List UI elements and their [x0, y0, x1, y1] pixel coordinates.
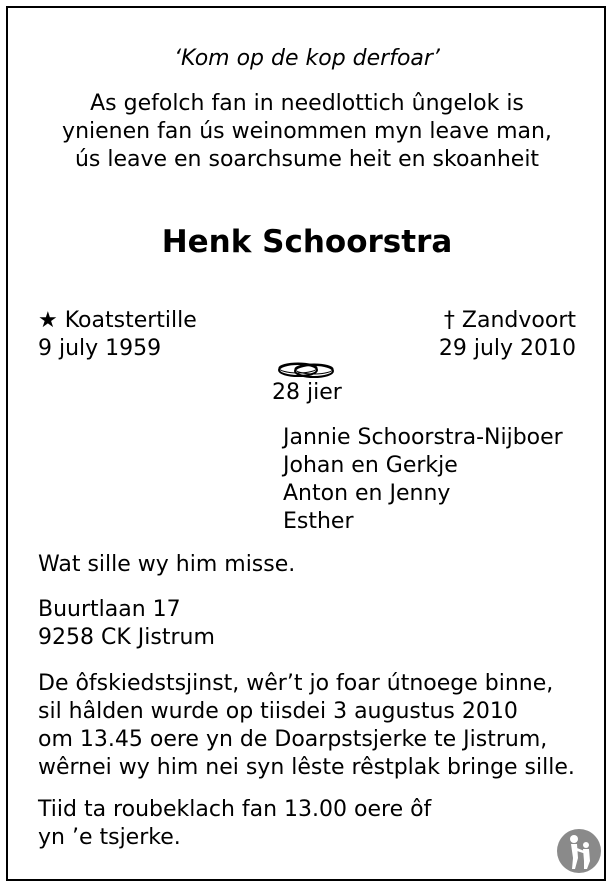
- address-city: 9258 CK Jistrum: [38, 625, 215, 650]
- birth-info: [38, 307, 197, 363]
- family-member: Anton en Jenny: [283, 481, 451, 506]
- family-list: [283, 424, 563, 536]
- service-line: om 13.45 oere yn de Doarpstsjerke te Jistrum,: [38, 727, 548, 752]
- intro-line: As gefolch fan in needlottich ûngelok is: [90, 91, 524, 116]
- marriage-years: 28 jier: [272, 380, 342, 405]
- service-line: sil hâlden wurde op tiisdei 3 augustus 2010: [38, 699, 518, 724]
- death-place: † Zandvoort: [443, 308, 576, 333]
- condolence-info: [38, 796, 431, 852]
- wedding-rings-icon: [276, 360, 336, 380]
- intro-line: ynienen fan ús weinommen myn leave man,: [62, 119, 552, 144]
- family-member: Jannie Schoorstra-Nijboer: [283, 425, 563, 450]
- death-date: 29 july 2010: [438, 336, 576, 361]
- intro-text: [0, 90, 614, 174]
- deceased-name: Henk Schoorstra: [161, 224, 453, 260]
- condolence-line: Tiid ta roubeklach fan 13.00 oere ôf: [38, 797, 432, 822]
- memorial-logo-icon: [556, 828, 602, 874]
- intro-line: ús leave en soarchsume heit en skoanheit: [74, 147, 540, 172]
- family-member: Johan en Gerkje: [283, 453, 458, 478]
- family-member: Esther: [283, 509, 354, 534]
- service-details: [38, 670, 575, 782]
- condolence-line: yn ’e tsjerke.: [38, 825, 181, 850]
- service-line: wêrnei wy him nei syn lêste rêstplak bringe sille.: [38, 755, 575, 780]
- death-info: [439, 307, 576, 363]
- address-street: Buurtlaan 17: [38, 597, 181, 622]
- motto: ‘Kom op de kop derfoar’: [174, 46, 440, 71]
- service-line: De ôfskiedstsjinst, wêr’t jo foar útnoege binne,: [38, 671, 554, 696]
- closing-line: Wat sille wy him misse.: [38, 552, 296, 577]
- birth-date: 9 july 1959: [38, 336, 162, 361]
- address: [38, 596, 215, 652]
- birth-place: ★ Koatstertille: [38, 308, 197, 333]
